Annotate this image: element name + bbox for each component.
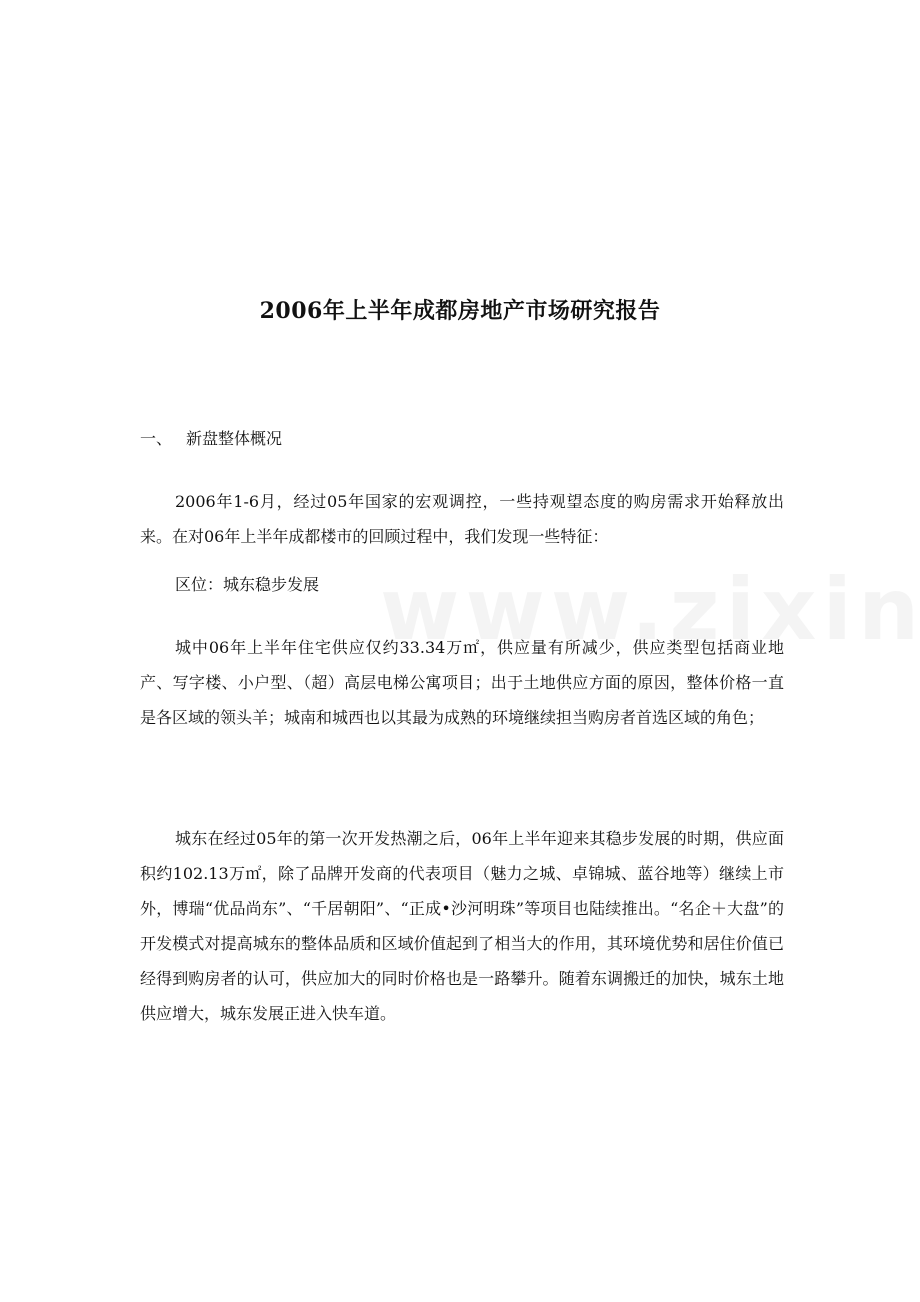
section-heading xyxy=(140,426,282,449)
subheading-location: 区位：城东稳步发展 xyxy=(175,575,320,594)
paragraph-intro: 2006年1-6月，经过05年国家的宏观调控，一些持观望态度的购房需求开始释放出来。在对06年上半年成都楼市的回顾过程中，我们发现一些特征： xyxy=(140,492,784,546)
section-heading-text: 新盘整体概况 xyxy=(186,429,283,448)
paragraph-city-east: 城东在经过05年的第一次开发热潮之后，06年上半年迎来其稳步发展的时期，供应面积约102.13万㎡，除了品牌开发商的代表项目（魅力之城、卓锦城、蓝谷地等）继续上市外，博瑞“优品尚东”、“千居朝阳”、“正成•沙河明珠”等项目也陆续推出。“名企＋大盘”的开发模式对提高城东的整体品质和区域价值起到了相当大的作用，其环境优势和居住价值已经得到购房者的认可，供应加大的同时价格也是一路攀升。随着东调搬迁的加快，城东土地供应增大，城东发展正进入快车道。 xyxy=(140,829,784,1023)
section-number: 一、 xyxy=(140,429,173,448)
paragraph-city-center: 城中06年上半年住宅供应仅约33.34万㎡，供应量有所减少，供应类型包括商业地产、写字楼、小户型、（超）高层电梯公寓项目；出于土地供应方面的原因，整体价格一直是各区域的领头羊；城南和城西也以其最为成熟的环境继续担当购房者首选区域的角色； xyxy=(140,638,784,727)
document-title: 2006年上半年成都房地产市场研究报告 xyxy=(259,298,661,324)
